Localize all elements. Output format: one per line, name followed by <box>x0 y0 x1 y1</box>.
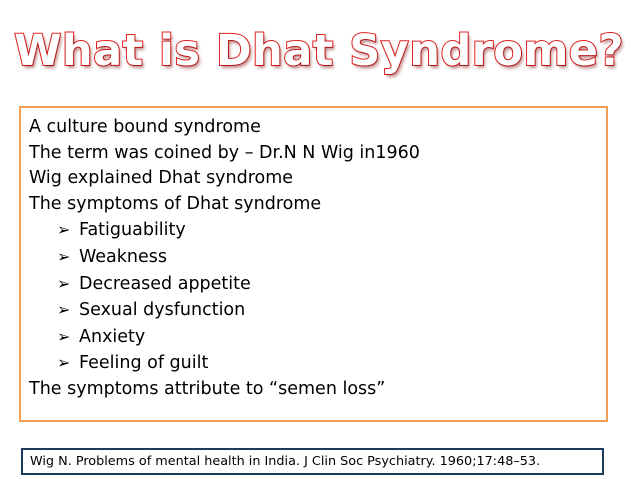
symptom-item-decreased-appetite <box>29 271 598 298</box>
symptom-item-anxiety <box>29 324 598 351</box>
check-arrow-icon: ➢ <box>57 246 71 266</box>
symptom-label: Feeling of guilt <box>79 353 209 374</box>
slide-title: What is Dhat Syndrome? <box>14 26 624 76</box>
symptom-label: Sexual dysfunction <box>79 300 246 321</box>
text-line-culture-bound: A culture bound syndrome <box>29 117 261 137</box>
symptom-label: Decreased appetite <box>79 273 251 294</box>
text-line-semen-loss: The symptoms attribute to “semen loss” <box>29 378 386 399</box>
text-line-symptoms-heading: The symptoms of Dhat syndrome <box>29 193 322 214</box>
check-arrow-icon: ➢ <box>57 273 71 293</box>
symptom-item-feeling-of-guilt <box>29 350 598 377</box>
check-arrow-icon: ➢ <box>57 326 71 346</box>
symptom-label: Weakness <box>79 246 167 267</box>
citation-box: Wig N. Problems of mental health in India. J Clin Soc Psychiatry. 1960;17:48–53. <box>21 448 604 475</box>
text-line-term-coined: The term was coined by – Dr.N N Wig in1960 <box>29 142 420 163</box>
check-arrow-icon: ➢ <box>57 300 71 320</box>
symptom-label: Fatiguability <box>79 220 186 241</box>
symptom-item-sexual-dysfunction <box>29 297 598 324</box>
symptom-item-weakness <box>29 244 598 271</box>
symptom-label: Anxiety <box>79 326 146 347</box>
text-line-wig-explained: Wig explained Dhat syndrome <box>29 168 294 189</box>
check-arrow-icon: ➢ <box>57 353 71 373</box>
content-box <box>19 106 608 422</box>
check-arrow-icon: ➢ <box>57 220 71 240</box>
symptom-item-fatiguability <box>29 217 598 244</box>
